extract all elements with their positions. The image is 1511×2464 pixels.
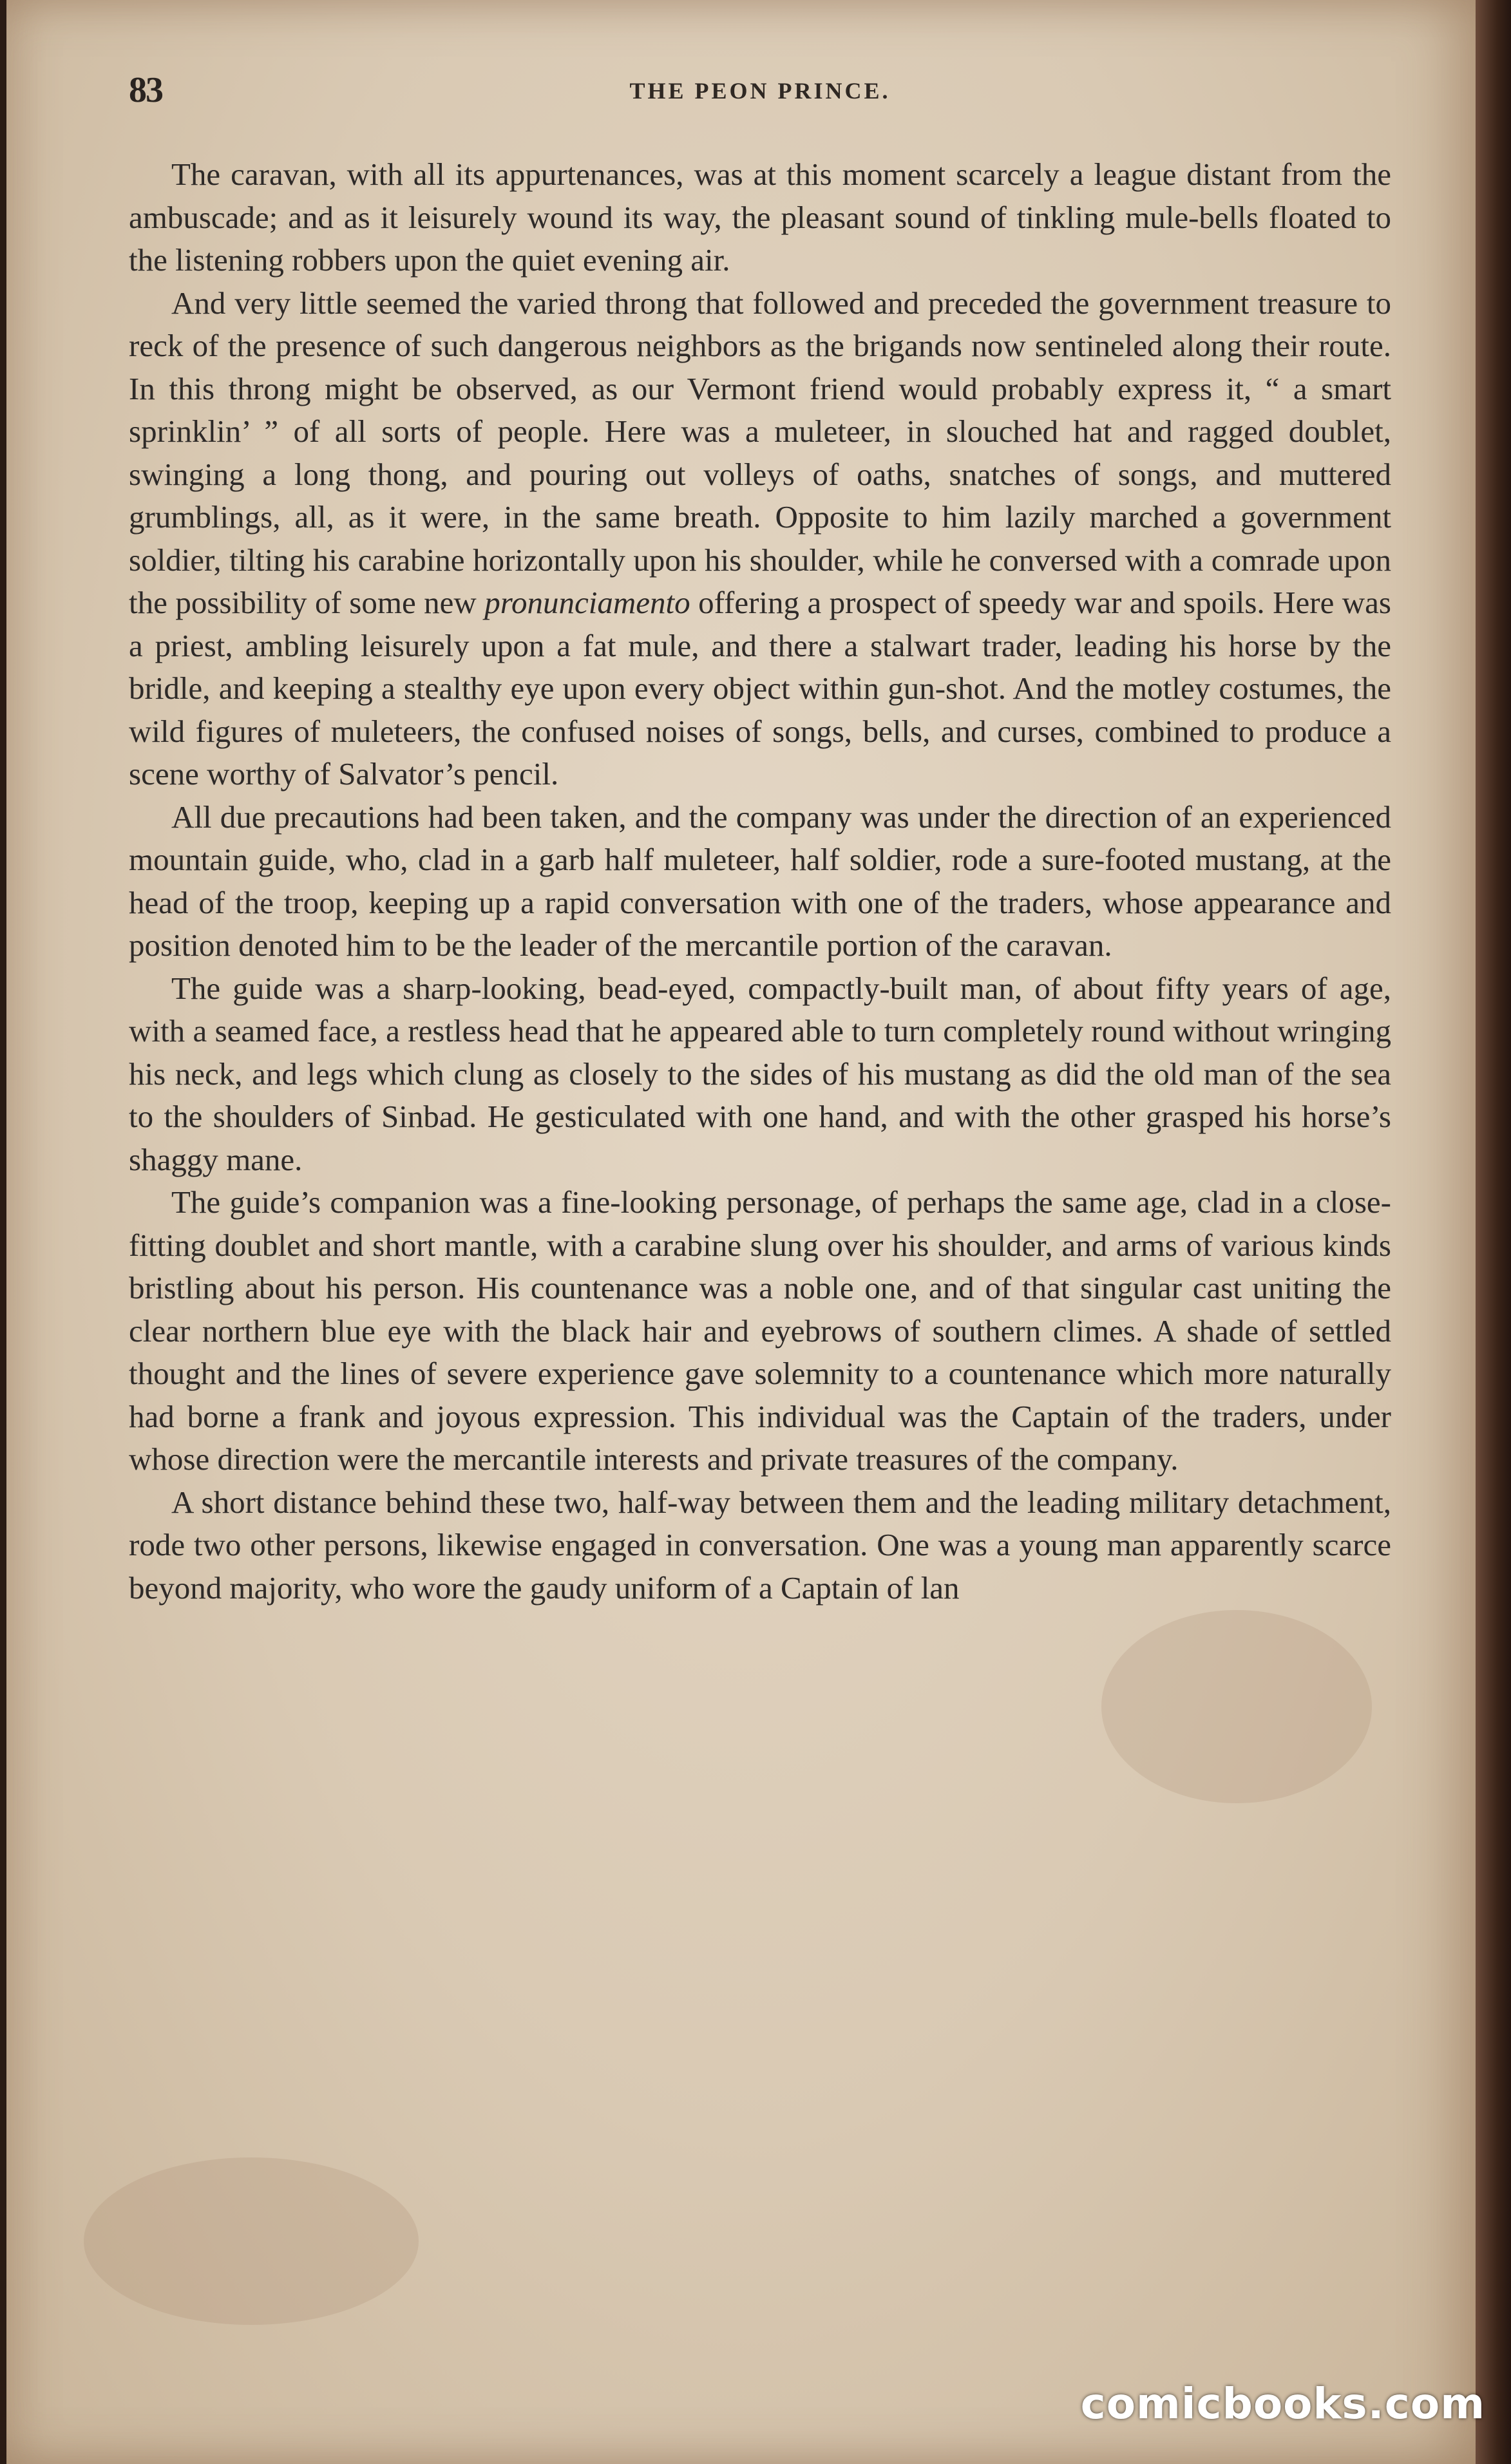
paragraph-text: All due precautions had been taken, and the company was under the direction of an experienced mountain guide, who, clad in a garb half muleteer, half soldier, rode a sure-footed mustang, at the head of the troop, keeping up a rapid conversation with one of the traders, whose appearance and position denoted him to be the leader of the mercantile portion of the caravan. [129,799,1391,963]
book-spine-edge [1476,0,1511,2464]
paragraph [129,1481,1391,1610]
running-title: THE PEON PRINCE. [629,78,891,104]
paragraph [129,967,1391,1182]
paragraph [129,153,1391,282]
page-number: 83 [129,70,162,110]
body-text [129,153,1391,1609]
italic-term: pronunciamento [484,585,690,620]
paper-stain [84,2157,419,2325]
running-head [129,70,1391,115]
paragraph-text: And very little seemed the varied throng that followed and preceded the government treasure to reck of the presence of such dangerous neighbors as the brigands now sentineled along their route. In this throng might be observed, as our Vermont friend would probably express it, “ a smart sprinklin’ ” of all sorts of people. Here was a muleteer, in slouched hat and ragged doublet, swinging a long thong, and pouring out volleys of oaths, snatches of songs, and muttered grumblings, all, as it were, in the same breath. Opposite to him lazily marched a government soldier, tilting his carabine horizontally upon his shoulder, while he conversed with a comrade upon the possibility of some new [129,285,1391,620]
paragraph [129,282,1391,796]
paragraph [129,1181,1391,1481]
paragraph-text: The guide’s companion was a fine-looking personage, of perhaps the same age, clad in a close-fitting doublet and short mantle, with a carabine slung over his shoulder, and arms of various kinds bristling about his person. His countenance was a noble one, and of that singular cast uniting the clear northern blue eye with the black hair and eyebrows of southern climes. A shade of settled thought and the lines of severe experience gave solemnity to a countenance which more naturally had borne a frank and joyous expression. This individual was the Captain of the traders, under whose direction were the mercantile interests and private treasures of the company. [129,1184,1391,1477]
book-page [6,0,1478,2464]
paragraph-text: offering a prospect of speedy war and spoils. Here was a priest, ambling leisurely upon a fat mule, and there a stalwart trader, leading his horse by the bridle, and keeping a stealthy eye upon every object within gun-shot. And the motley costumes, the wild figures of muleteers, the confused noises of songs, bells, and curses, combined to produce a scene worthy of Salvator’s pencil. [129,585,1391,791]
paragraph-text: The caravan, with all its appurtenances, was at this moment scarcely a league distant from the ambuscade; and as it leisurely wound its way, the pleasant sound of tinkling mule-bells floated to the listening robbers upon the quiet evening air. [129,156,1391,278]
paragraph [129,796,1391,967]
paper-stain [1101,1610,1372,1803]
paragraph-text: A short distance behind these two, half-way between them and the leading military detachment, rode two other persons, likewise engaged in conversation. One was a young man apparently scarce beyond majority, who wore the gaudy uniform of a Captain of lan [129,1484,1391,1606]
paragraph-text: The guide was a sharp-looking, bead-eyed, compactly-built man, of about fifty years of age, with a seamed face, a restless head that he appeared able to turn completely round without wringing his neck, and legs which clung as closely to the sides of his mustang as did the old man of the sea to the shoulders of Sinbad. He gesticulated with one hand, and with the other grasped his horse’s shaggy mane. [129,970,1391,1177]
watermark: comicbooks.com [1080,2379,1485,2429]
